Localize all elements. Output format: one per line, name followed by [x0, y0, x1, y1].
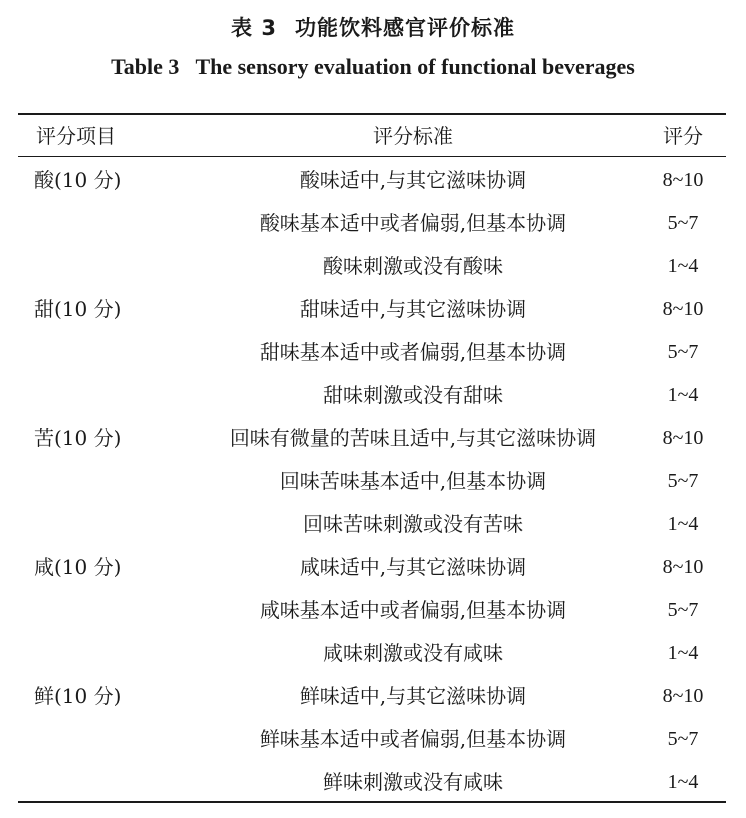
- table-title-chinese: 功能饮料感官评价标准: [294, 16, 515, 40]
- row-score: 1~4: [667, 384, 699, 406]
- row-score: 8~10: [662, 169, 704, 191]
- row-criterion: 回味有微量的苦味且适中,与其它滋味协调: [229, 426, 597, 450]
- table-row: [18, 718, 726, 761]
- table-number-english: Table 3: [111, 54, 180, 79]
- table-row: [18, 589, 726, 632]
- table-row: [18, 202, 726, 245]
- table-caption-chinese: [0, 12, 746, 42]
- table-row: [18, 761, 726, 804]
- row-item: 咸(10 分): [34, 555, 122, 579]
- table-row: [18, 288, 726, 331]
- table-row: [18, 675, 726, 718]
- table-body: [18, 159, 726, 804]
- row-score: 8~10: [662, 298, 704, 320]
- table-row: [18, 632, 726, 675]
- row-criterion: 回味苦味基本适中,但基本协调: [279, 469, 547, 493]
- table-caption-english: [0, 54, 746, 80]
- row-criterion: 鲜味刺激或没有咸味: [323, 770, 503, 794]
- table-row: [18, 460, 726, 503]
- row-score: 5~7: [667, 470, 699, 492]
- row-score: 8~10: [662, 685, 704, 707]
- row-score: 8~10: [662, 427, 704, 449]
- row-criterion: 鲜味基本适中或者偏弱,但基本协调: [259, 727, 567, 751]
- row-criterion: 咸味基本适中或者偏弱,但基本协调: [259, 598, 567, 622]
- table-row: [18, 245, 726, 288]
- table-number-chinese: 表 3: [231, 16, 277, 40]
- row-criterion: 回味苦味刺激或没有苦味: [303, 512, 523, 536]
- header-score: 评分: [663, 124, 703, 148]
- row-item: 甜(10 分): [34, 297, 122, 321]
- row-score: 5~7: [667, 212, 699, 234]
- table-top-rule: [18, 113, 726, 115]
- header-criterion: 评分标准: [373, 124, 453, 148]
- table-row: [18, 503, 726, 546]
- row-score: 5~7: [667, 728, 699, 750]
- table-row: [18, 331, 726, 374]
- row-criterion: 酸味适中,与其它滋味协调: [299, 168, 527, 192]
- row-criterion: 鲜味适中,与其它滋味协调: [299, 684, 527, 708]
- row-criterion: 酸味基本适中或者偏弱,但基本协调: [259, 211, 567, 235]
- row-score: 1~4: [667, 513, 699, 535]
- table-bottom-rule: [18, 801, 726, 803]
- row-criterion: 甜味刺激或没有甜味: [323, 383, 503, 407]
- row-score: 1~4: [667, 642, 699, 664]
- table-row: [18, 417, 726, 460]
- row-item: 苦(10 分): [34, 426, 122, 450]
- table-title-english: The sensory evaluation of functional beverages: [195, 54, 635, 79]
- row-criterion: 甜味基本适中或者偏弱,但基本协调: [259, 340, 567, 364]
- table-row: [18, 374, 726, 417]
- row-item: 酸(10 分): [34, 168, 122, 192]
- row-criterion: 甜味适中,与其它滋味协调: [299, 297, 527, 321]
- row-score: 8~10: [662, 556, 704, 578]
- table-header-row: [18, 116, 726, 156]
- row-criterion: 酸味刺激或没有酸味: [323, 254, 503, 278]
- row-score: 1~4: [667, 255, 699, 277]
- row-criterion: 咸味刺激或没有咸味: [323, 641, 503, 665]
- table-header-rule: [18, 156, 726, 157]
- row-criterion: 咸味适中,与其它滋味协调: [299, 555, 527, 579]
- table-row: [18, 546, 726, 589]
- row-item: 鲜(10 分): [34, 684, 122, 708]
- row-score: 1~4: [667, 771, 699, 793]
- row-score: 5~7: [667, 341, 699, 363]
- table-row: [18, 159, 726, 202]
- row-score: 5~7: [667, 599, 699, 621]
- header-item: 评分项目: [36, 124, 116, 148]
